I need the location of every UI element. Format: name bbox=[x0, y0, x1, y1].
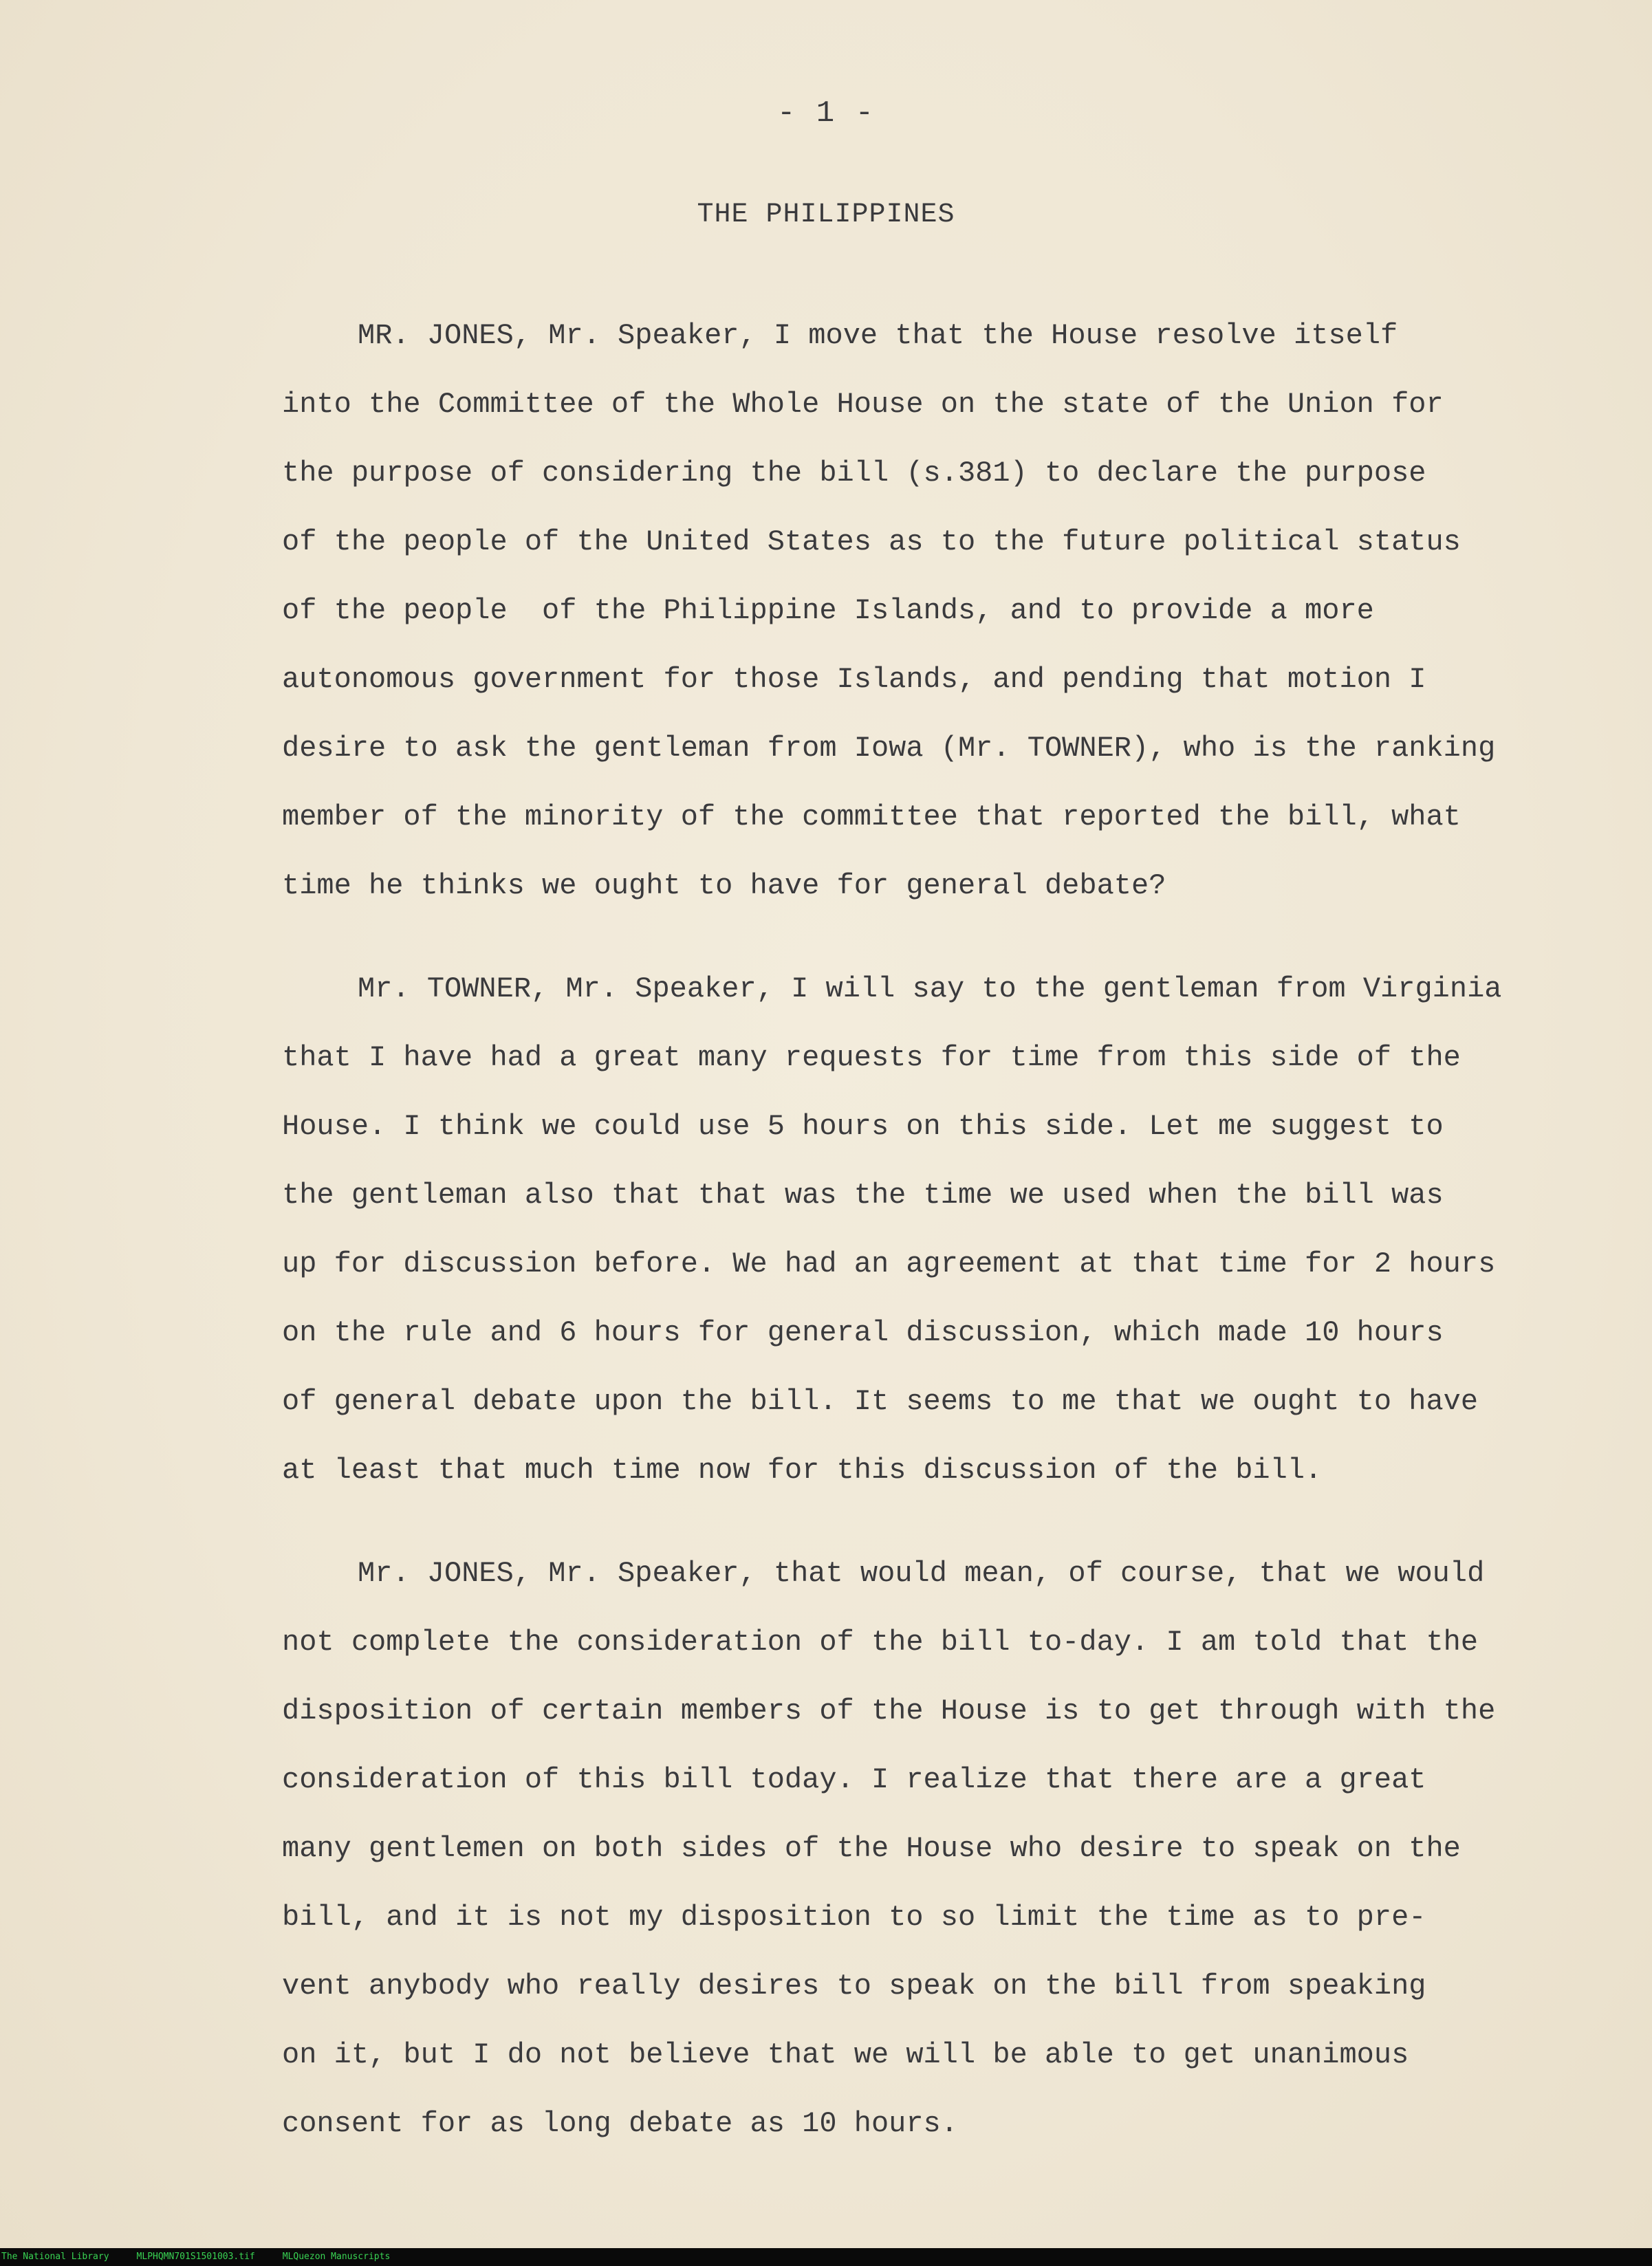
text-line: on it, but I do not believe that we will be able to get unanimous bbox=[282, 2038, 1409, 2071]
document-title: THE PHILIPPINES bbox=[697, 199, 955, 230]
text-line: at least that much time now for this discussion of the bill. bbox=[282, 1454, 1323, 1487]
text-line: consent for as long debate as 10 hours. bbox=[282, 2107, 958, 2140]
text-line: House. I think we could use 5 hours on this side. Let me suggest to bbox=[282, 1110, 1444, 1143]
text-line: bill, and it is not my disposition to so limit the time as to pre- bbox=[282, 1901, 1426, 1934]
text-line: of general debate upon the bill. It seems to me that we ought to have bbox=[282, 1385, 1479, 1418]
scan-footer-bar bbox=[0, 2248, 1652, 2266]
document-body bbox=[282, 301, 1547, 2192]
text-line: consideration of this bill today. I realize that there are a great bbox=[282, 1763, 1426, 1796]
footer-file: MLPHQMN701S1501003.tif bbox=[136, 2252, 255, 2262]
text-line: on the rule and 6 hours for general discussion, which made 10 hours bbox=[282, 1316, 1444, 1349]
text-line: disposition of certain members of the House is to get through with the bbox=[282, 1695, 1496, 1728]
text-line: vent anybody who really desires to speak on the bill from speaking bbox=[282, 1970, 1426, 2003]
footer-collection: MLQuezon Manuscripts bbox=[282, 2252, 391, 2262]
paragraph-3 bbox=[282, 1539, 1547, 2158]
text-line: MR. JONES, Mr. Speaker, I move that the House resolve itself bbox=[358, 319, 1398, 352]
text-line: Mr. TOWNER, Mr. Speaker, I will say to the gentleman from Virginia bbox=[358, 972, 1502, 1005]
text-line: of the people of the United States as to the future political status bbox=[282, 525, 1461, 558]
footer-library: The National Library bbox=[1, 2252, 109, 2262]
text-line: up for discussion before. We had an agreement at that time for 2 hours bbox=[282, 1248, 1496, 1281]
text-line: Mr. JONES, Mr. Speaker, that would mean, of course, that we would bbox=[358, 1557, 1485, 1590]
page-number: - 1 - bbox=[776, 96, 876, 131]
text-line: the purpose of considering the bill (s.381) to declare the purpose bbox=[282, 457, 1426, 490]
text-line: that I have had a great many requests for time from this side of the bbox=[282, 1041, 1461, 1074]
paragraph-1 bbox=[282, 301, 1547, 920]
text-line: the gentleman also that that was the time we used when the bill was bbox=[282, 1179, 1444, 1212]
text-line: member of the minority of the committee that reported the bill, what bbox=[282, 800, 1461, 834]
text-line: not complete the consideration of the bill to-day. I am told that the bbox=[282, 1626, 1479, 1659]
text-line: of the people of the Philippine Islands, and to provide a more bbox=[282, 594, 1374, 627]
text-line: desire to ask the gentleman from Iowa (Mr. TOWNER), who is the ranking bbox=[282, 732, 1496, 765]
text-line: many gentlemen on both sides of the House who desire to speak on the bbox=[282, 1832, 1461, 1865]
paragraph-2 bbox=[282, 955, 1547, 1505]
text-line: time he thinks we ought to have for general debate? bbox=[282, 869, 1166, 902]
text-line: autonomous government for those Islands, and pending that motion I bbox=[282, 663, 1426, 696]
text-line: into the Committee of the Whole House on the state of the Union for bbox=[282, 388, 1444, 421]
